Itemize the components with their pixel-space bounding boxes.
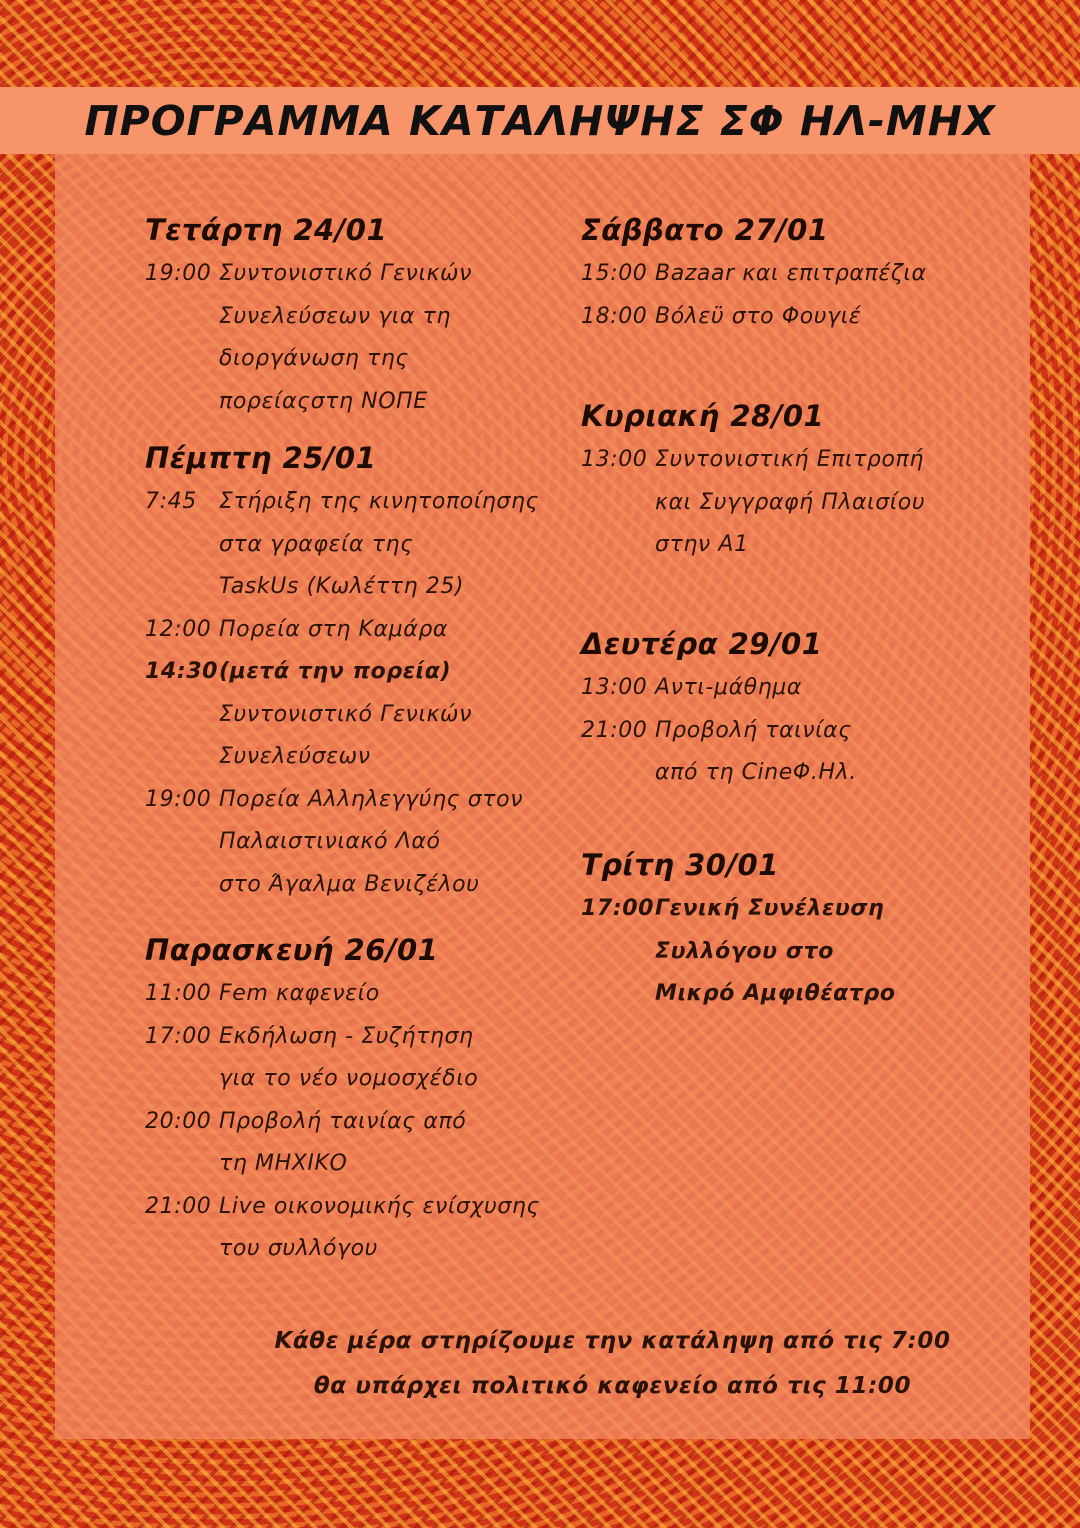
- event-time: 17:00: [581, 896, 655, 921]
- event-line: Βόλεϋ στο Φουγιέ: [655, 303, 862, 329]
- event-line: Συνελεύσεων για τη: [219, 303, 451, 329]
- event-line: και Συγγραφή Πλαισίου: [655, 489, 926, 515]
- event-line: Live οικονομικής ενίσχυσης: [219, 1193, 540, 1219]
- event-line: Πορεία Αλληλεγγύης στον: [219, 786, 524, 812]
- event-time: 15:00: [581, 261, 648, 286]
- event-time: 19:00: [145, 786, 212, 812]
- event-line: Γενική Συνέλευση: [655, 896, 885, 921]
- day-title: Πέμπτη 25/01: [145, 441, 377, 475]
- event-line: για το νέο νομοσχέδιο: [219, 1066, 479, 1091]
- day-friday: [145, 930, 595, 1271]
- day-title: Τετάρτη 24/01: [145, 213, 388, 247]
- title-bar: [0, 87, 1080, 154]
- event-line: του συλλόγου: [219, 1236, 379, 1261]
- event: [145, 1101, 595, 1186]
- event: [581, 296, 1021, 339]
- event: [145, 779, 595, 907]
- event: [145, 481, 595, 609]
- event-line: Fem καφενείο: [219, 981, 380, 1006]
- event-line: Προβολή ταινίας: [655, 717, 852, 743]
- event-time: 18:00: [581, 303, 648, 329]
- event-line: Στήριξη της κινητοποίησης: [219, 489, 540, 514]
- event-time: 21:00: [581, 717, 648, 743]
- event-line: Προβολή ταινίας από: [219, 1108, 467, 1134]
- event: [581, 710, 1021, 795]
- event-time: 21:00: [145, 1193, 212, 1219]
- day-thursday: [145, 438, 595, 906]
- event: [581, 253, 1021, 296]
- event-line: Πορεία στη Καμάρα: [219, 616, 449, 642]
- day-title: Τρίτη 30/01: [581, 848, 779, 882]
- event-line: Συνελεύσεων: [219, 744, 371, 769]
- event: [145, 973, 595, 1016]
- poster-title: ΠΡΟΓΡΑΜΜΑ ΚΑΤΑΛΗΨΗΣ ΣΦ ΗΛ-ΜΗΧ: [84, 96, 996, 145]
- event-time: 13:00: [581, 447, 648, 472]
- event-time: 13:00: [581, 675, 648, 700]
- event-time: 14:30: [145, 659, 219, 684]
- day-saturday: [581, 210, 1021, 338]
- footer-line: Κάθε μέρα στηρίζουμε την κατάληψη από τις 7:00: [274, 1328, 951, 1354]
- event-line: Συντονιστικό Γενικών: [219, 701, 472, 727]
- event-time: 17:00: [145, 1023, 212, 1049]
- event-line: στο Άγαλμα Βενιζέλου: [219, 871, 480, 897]
- event: [145, 609, 595, 652]
- event: [145, 1186, 595, 1271]
- event: [145, 1016, 595, 1101]
- event-line: (μετά την πορεία): [219, 659, 452, 684]
- event-line: Συντονιστικό Γενικών: [219, 261, 472, 286]
- day-tuesday: [581, 845, 1021, 1016]
- event: [581, 667, 1021, 710]
- day-title: Δευτέρα 29/01: [581, 627, 823, 661]
- event-line: στα γραφεία της: [219, 531, 414, 557]
- event: [581, 888, 1021, 1016]
- event-line: τη ΜΗΧΙΚΟ: [219, 1151, 348, 1176]
- event: [145, 253, 595, 423]
- event-time: 19:00: [145, 261, 212, 286]
- event-line: διοργάνωση της: [219, 346, 409, 371]
- event-line: στην Α1: [655, 532, 749, 557]
- footer-note: [55, 1319, 1030, 1409]
- event-time: 11:00: [145, 981, 212, 1006]
- event-line: Μικρό Αμφιθέατρο: [655, 981, 896, 1006]
- day-title: Σάββατο 27/01: [581, 213, 829, 247]
- event-time: 20:00: [145, 1108, 212, 1134]
- day-title: Κυριακή 28/01: [581, 399, 825, 433]
- event-line: TaskUs (Κωλέττη 25): [219, 574, 465, 599]
- event-line: από τη CineΦ.Ηλ.: [655, 760, 857, 785]
- event-line: Συντονιστική Επιτροπή: [655, 447, 924, 472]
- footer-line: θα υπάρχει πολιτικό καφενείο από τις 11:00: [313, 1373, 912, 1399]
- day-sunday: [581, 396, 1021, 567]
- event-time: 7:45: [145, 489, 197, 514]
- event-time: 12:00: [145, 616, 212, 642]
- event-line: πορείαςστη ΝΟΠΕ: [219, 388, 428, 414]
- event: [581, 439, 1021, 567]
- day-title: Παρασκευή 26/01: [145, 933, 439, 967]
- day-monday: [581, 624, 1021, 795]
- event-line: Εκδήλωση - Συζήτηση: [219, 1023, 474, 1049]
- event-line: Αντι-μάθημα: [655, 675, 802, 700]
- event-line: Παλαιστινιακό Λαό: [219, 829, 441, 854]
- event-line: Συλλόγου στο: [655, 938, 834, 964]
- event-line: Bazaar και επιτραπέζια: [655, 261, 927, 286]
- day-wednesday: [145, 210, 595, 423]
- schedule-panel: [55, 154, 1030, 1439]
- event: [145, 651, 595, 779]
